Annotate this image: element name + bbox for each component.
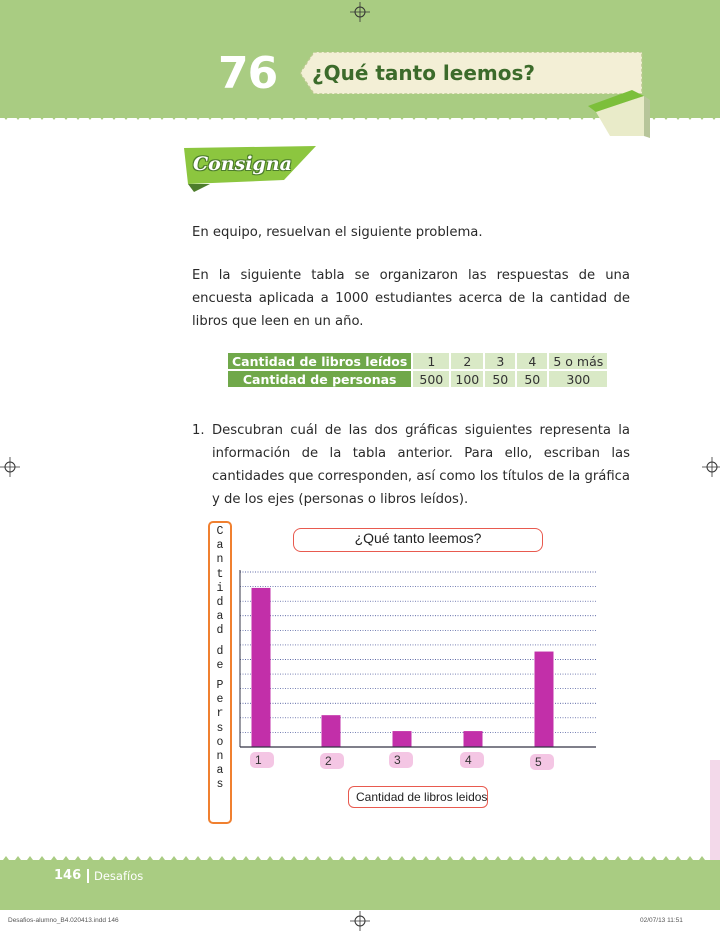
- table-row: [228, 371, 607, 387]
- y-axis-label-letter: C: [216, 525, 224, 538]
- table-row-header: Cantidad de personas: [228, 371, 411, 387]
- banner-fold-ribbon: [588, 90, 652, 142]
- y-axis-label-letter: d: [216, 624, 224, 638]
- y-axis-label-letter: d: [216, 644, 224, 658]
- lesson-number: 76: [218, 48, 278, 99]
- y-axis-label: [210, 523, 230, 822]
- y-axis-label-letter: r: [216, 707, 224, 721]
- table-cell: 4: [517, 353, 547, 369]
- y-axis-label-letter: a: [216, 610, 224, 624]
- category-label-4: 4: [460, 752, 484, 768]
- consigna-label: Consigna: [193, 153, 292, 175]
- x-axis-label: Cantidad de libros leidos: [356, 790, 488, 804]
- table-cell: 3: [485, 353, 515, 369]
- intro-paragraph-1: En equipo, resuelvan el siguiente problema.: [192, 225, 483, 240]
- side-decoration: [700, 760, 720, 860]
- table-cell: 2: [451, 353, 483, 369]
- table-cell: 50: [517, 371, 547, 387]
- print-slug-date: 02/07/13 11:51: [640, 917, 683, 924]
- table-cell: 1: [413, 353, 449, 369]
- registration-mark-icon: [350, 911, 370, 931]
- table-cell: 5 o más: [549, 353, 607, 369]
- y-axis-label-letter: n: [216, 553, 224, 567]
- chart-title: ¿Qué tanto leemos?: [354, 530, 482, 546]
- y-axis-label-letter: o: [216, 735, 224, 749]
- category-label-2: 2: [320, 753, 344, 769]
- lesson-title: ¿Qué tanto leemos?: [312, 61, 535, 85]
- table-row-header: Cantidad de libros leídos: [228, 353, 411, 369]
- y-axis-label-letter: e: [216, 693, 224, 707]
- page-number: 146: [54, 868, 82, 883]
- y-axis-label-letter: a: [216, 539, 224, 553]
- survey-table: [226, 351, 609, 389]
- question-text: Descubran cuál de las dos gráficas siguientes representa la información de la tabla anterior. Para ello, escriban las cantidades que corresponden, así como los títulos de la gráfica y de los ejes (personas o libros leídos).: [212, 423, 630, 507]
- bars: [252, 588, 554, 747]
- bar-chart-plot: [230, 560, 610, 760]
- y-axis-label-letter: P: [216, 679, 224, 692]
- footer-band: [0, 860, 720, 910]
- question-number: 1.: [192, 423, 205, 438]
- bar-3: [393, 731, 412, 747]
- print-slug-file: Desafios-alumno_B4.020413.indd 146: [8, 917, 119, 924]
- y-axis-label-letter: s: [216, 721, 224, 735]
- y-axis-label-box: [208, 521, 232, 824]
- table-cell: 50: [485, 371, 515, 387]
- registration-mark-icon: [0, 457, 20, 477]
- bar-4: [464, 731, 483, 747]
- bar-1: [252, 588, 271, 747]
- footer-section: Desafíos: [94, 869, 144, 883]
- bar-2: [322, 715, 341, 747]
- y-axis-label-letter: d: [216, 596, 224, 609]
- table-row: [228, 353, 607, 369]
- y-axis-label-letter: i: [216, 581, 224, 595]
- intro-paragraph-2: En la siguiente tabla se organizaron las respuestas de una encuesta aplicada a 1000 estudiantes acerca de la cantidad de libros que leen en un año.: [192, 268, 630, 329]
- registration-mark-icon: [350, 2, 370, 22]
- registration-mark-icon: [702, 457, 720, 477]
- y-axis-label-letter: n: [216, 750, 224, 763]
- table-cell: 500: [413, 371, 449, 387]
- y-axis-label-letter: s: [216, 778, 224, 792]
- category-label-3: 3: [389, 752, 413, 768]
- bar-5: [535, 652, 554, 747]
- category-label-1: 1: [250, 752, 274, 768]
- table-cell: 100: [451, 371, 483, 387]
- y-axis-label-letter: t: [216, 567, 224, 581]
- category-label-5: 5: [530, 754, 554, 770]
- y-axis-label-letter: a: [216, 764, 224, 778]
- footer-separator: [87, 869, 89, 883]
- y-axis-label-letter: e: [216, 658, 224, 672]
- table-cell: 300: [549, 371, 607, 387]
